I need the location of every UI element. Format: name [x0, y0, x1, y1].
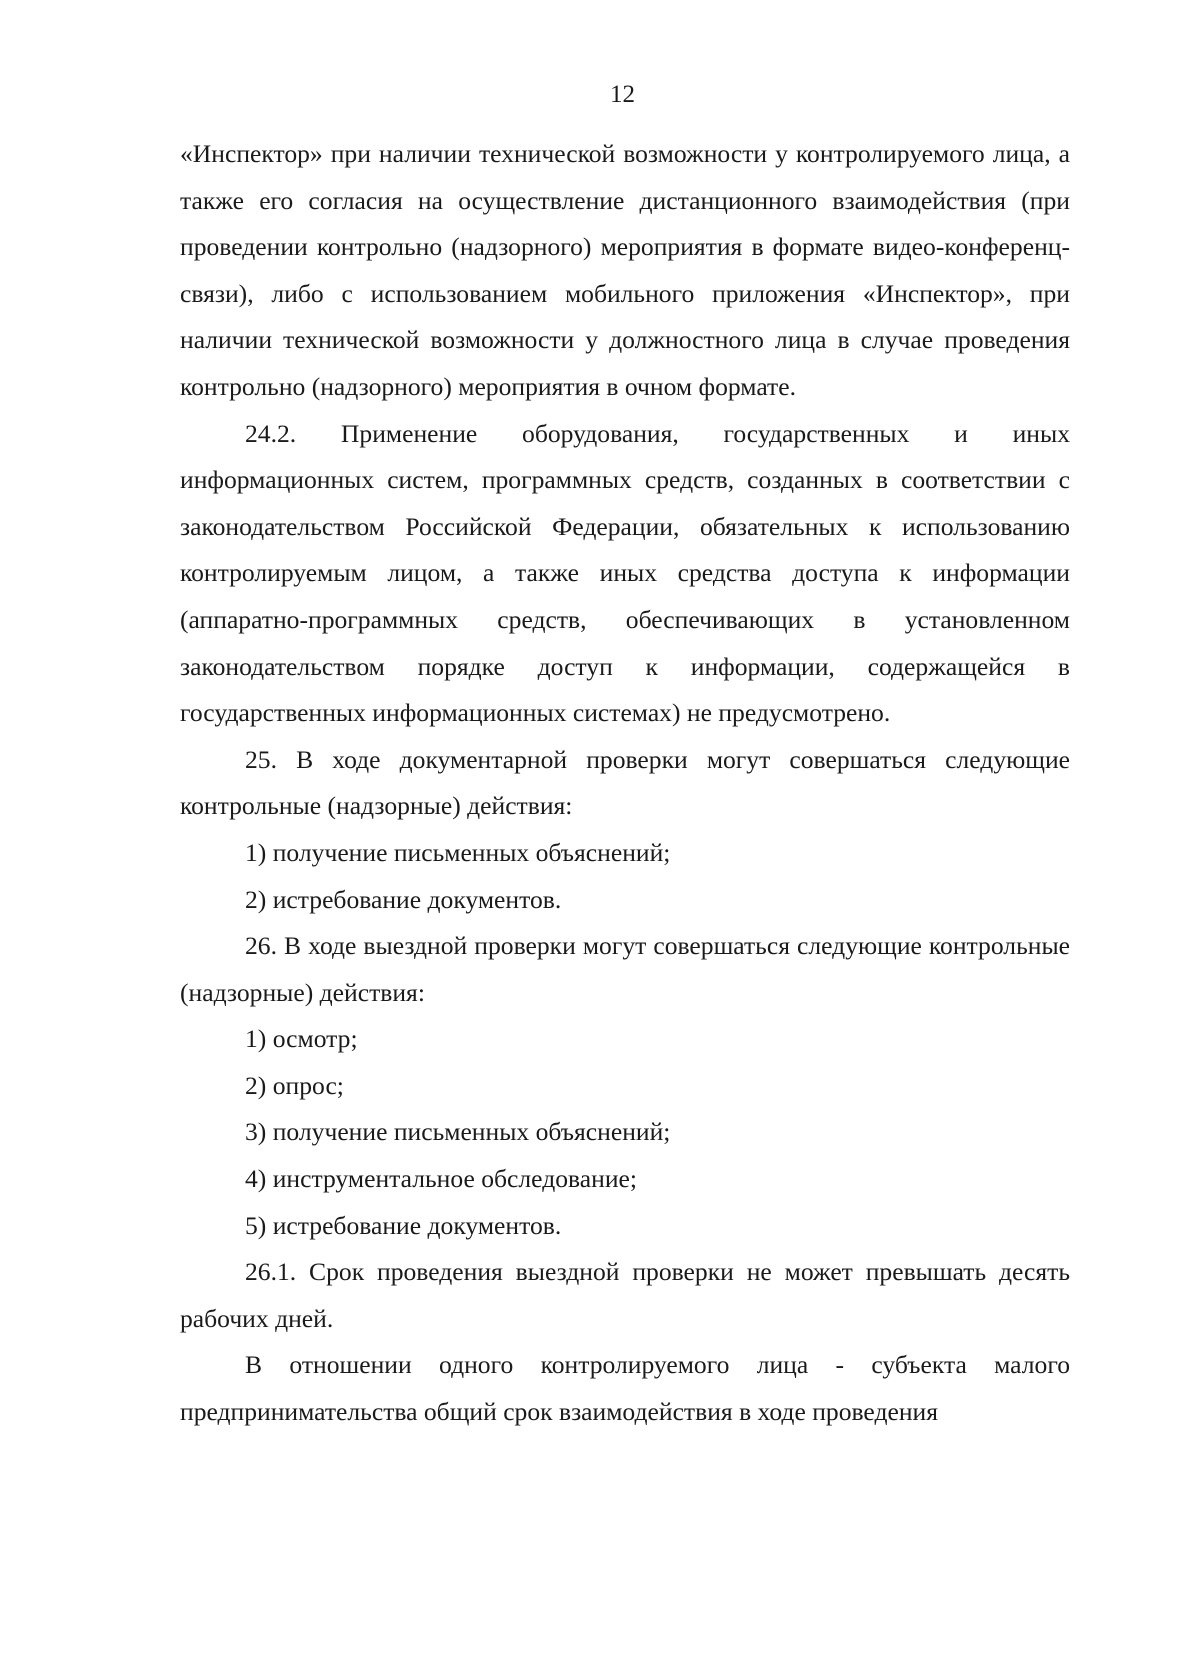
paragraph-small-business: В отношении одного контролируемого лица - субъекта малого предпринимательства общий срок взаимодействия в ходе проведения: [180, 1350, 1070, 1427]
page-number: 12: [610, 81, 635, 108]
list-item-26-1: 1) осмотр;: [245, 1024, 358, 1054]
list-item-26-5: 5) истребование документов.: [245, 1210, 562, 1240]
paragraph-24-2: 24.2. Применение оборудования, государственных и иных информационных систем, программных средств, созданных в соответствии с законодательством Российской Федерации, обязательных к использованию контролируемым лицом, а также иных средства доступа к информации (аппаратно-программных средств, обеспечивающих в установленном законодательством порядке доступ к информации, содержащейся в государственных информационных системах) не предусмотрено.: [180, 418, 1070, 728]
document-body: [180, 131, 1070, 1436]
paragraph-26: 26. В ходе выездной проверки могут совершаться следующие контрольные (надзорные) действия:: [180, 931, 1070, 1007]
paragraph-26-1: 26.1. Срок проведения выездной проверки не может превышать десять рабочих дней.: [180, 1257, 1070, 1333]
list-item-26-2: 2) опрос;: [245, 1070, 344, 1100]
paragraph-inspector-continuation: «Инспектор» при наличии технической возможности у контролируемого лица, а также его согласия на осуществление дистанционного взаимодействия (при проведении контрольно (надзорного) мероприятия в формате видео-конференц-связи), либо с использованием мобильного приложения «Инспектор», при наличии технической возможности у должностного лица в случае проведения контрольно (надзорного) мероприятия в очном формате.: [180, 139, 1070, 401]
list-item-26-4: 4) инструментальное обследование;: [245, 1164, 637, 1194]
list-item-25-1: 1) получение письменных объяснений;: [245, 837, 671, 867]
list-item-26-3: 3) получение письменных объяснений;: [245, 1117, 671, 1147]
paragraph-25: 25. В ходе документарной проверки могут совершаться следующие контрольные (надзорные) действия:: [180, 744, 1070, 821]
list-item-25-2: 2) истребование документов.: [245, 884, 562, 914]
